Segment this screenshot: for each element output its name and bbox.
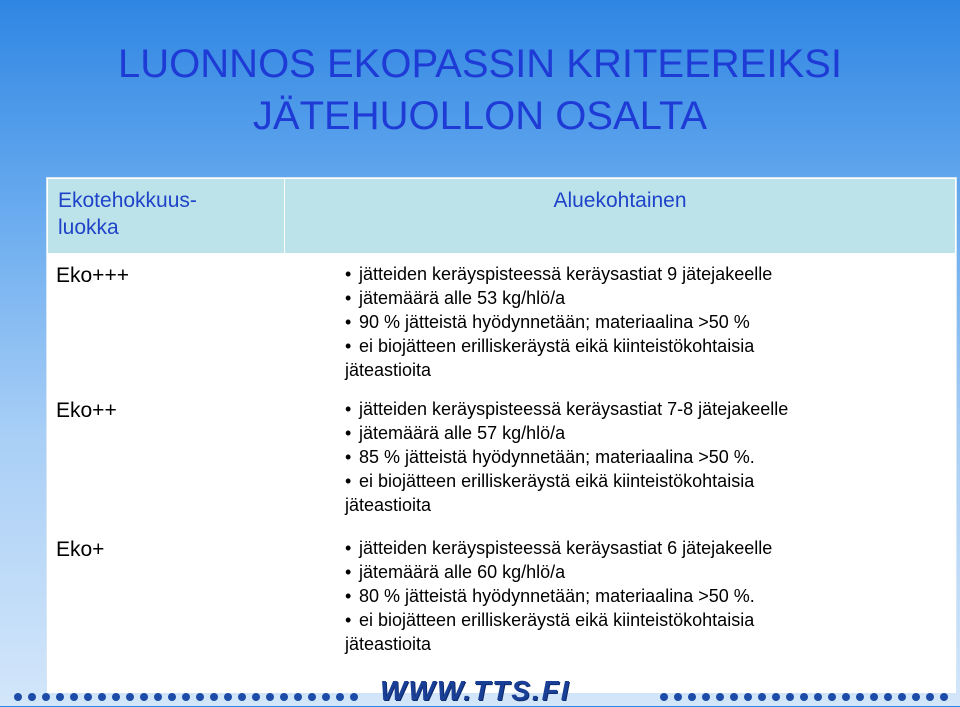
footer-dots-left	[14, 688, 364, 696]
bullet-icon: •	[345, 336, 352, 356]
row-class-label: Eko+	[48, 528, 285, 693]
criteria-item-tail: jäteastioita	[345, 634, 432, 654]
row-class-label: Eko+++	[48, 254, 285, 389]
table-header-row	[48, 179, 956, 254]
header-class-line-2: luokka	[58, 216, 119, 239]
footer-dots-right	[660, 688, 954, 696]
header-class-line-1: Ekotehokkuus-	[58, 189, 197, 212]
criteria-item: • ei biojätteen erilliskeräystä eikä kiinteistökohtaisia	[345, 610, 755, 630]
criteria-item: • 85 % jätteistä hyödynnetään; materiaalina >50 %.	[345, 447, 755, 467]
criteria-item: • 90 % jätteistä hyödynnetään; materiaalina >50 %	[345, 312, 750, 332]
title-line-1: LUONNOS EKOPASSIN KRITEEREIKSI	[118, 42, 842, 86]
row-class-label: Eko++	[48, 389, 285, 528]
header-area: Aluekohtainen	[285, 179, 956, 254]
criteria-item-tail: jäteastioita	[345, 495, 432, 515]
bullet-icon: •	[345, 447, 352, 467]
bullet-icon: •	[345, 538, 352, 558]
bullet-icon: •	[345, 423, 352, 443]
footer	[0, 672, 960, 706]
table-row	[48, 389, 956, 528]
criteria-item: • jätteiden keräyspisteessä keräysastiat 7-8 jätejakeelle	[345, 399, 789, 419]
criteria-item: • jätteiden keräyspisteessä keräysastiat 6 jätejakeelle	[345, 538, 773, 558]
footer-url[interactable]: WWW.TTS.FI	[380, 675, 571, 706]
criteria-item-tail: jäteastioita	[345, 360, 432, 380]
bullet-icon: •	[345, 562, 352, 582]
title-line-2: JÄTEHUOLLON OSALTA	[252, 94, 708, 138]
criteria-item: • ei biojätteen erilliskeräystä eikä kiinteistökohtaisia	[345, 471, 755, 491]
bullet-icon: •	[345, 288, 352, 308]
bullet-icon: •	[345, 264, 352, 284]
bullet-icon: •	[345, 312, 352, 332]
criteria-item: • jätemäärä alle 57 kg/hlö/a	[345, 423, 566, 443]
bullet-icon: •	[345, 586, 352, 606]
criteria-item: • 80 % jätteistä hyödynnetään; materiaalina >50 %.	[345, 586, 755, 606]
row-criteria	[285, 389, 956, 528]
table-row	[48, 528, 956, 693]
criteria-item: • jätteiden keräyspisteessä keräysastiat 9 jätejakeelle	[345, 264, 773, 284]
criteria-table	[47, 178, 956, 677]
slide-title	[0, 38, 960, 142]
bullet-icon: •	[345, 471, 352, 491]
row-criteria	[285, 254, 956, 389]
criteria-item: • ei biojätteen erilliskeräystä eikä kiinteistökohtaisia	[345, 336, 755, 356]
criteria-item: • jätemäärä alle 60 kg/hlö/a	[345, 562, 566, 582]
table-row	[48, 254, 956, 389]
criteria-item: • jätemäärä alle 53 kg/hlö/a	[345, 288, 566, 308]
bullet-icon: •	[345, 610, 352, 630]
header-class	[48, 179, 285, 254]
bullet-icon: •	[345, 399, 352, 419]
row-criteria	[285, 528, 956, 693]
